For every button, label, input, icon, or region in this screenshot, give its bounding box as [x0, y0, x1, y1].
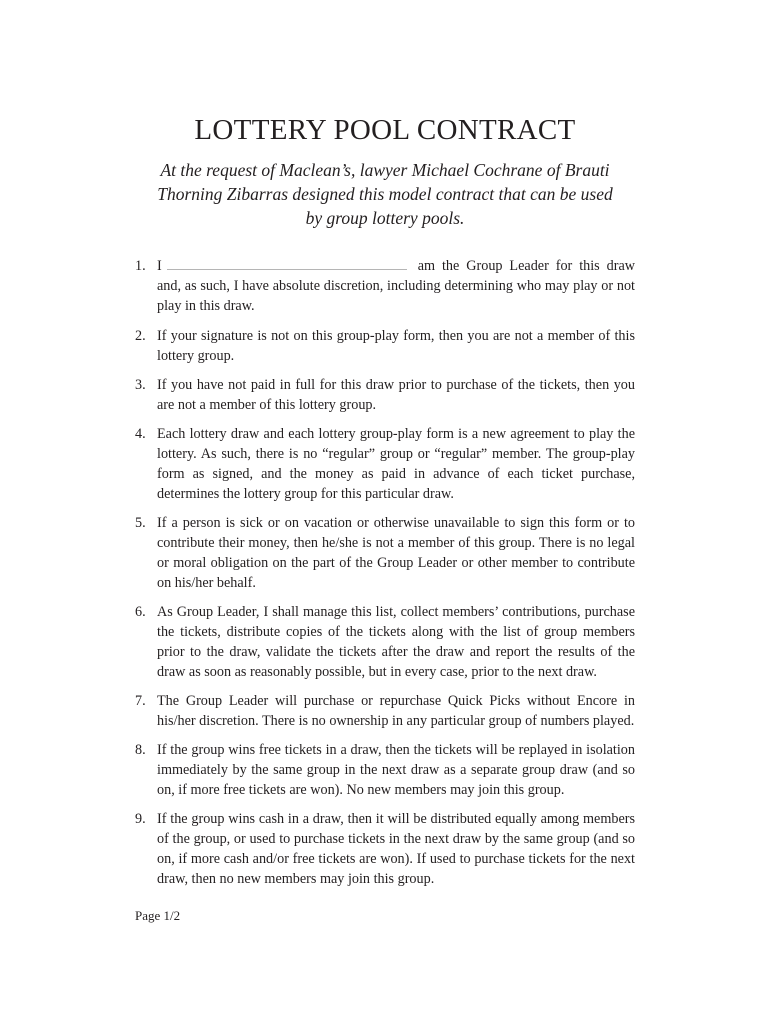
clause-number: 8.	[135, 742, 146, 758]
page-number: Page 1/2	[135, 908, 181, 923]
clause-number: 6.	[135, 604, 146, 620]
clause-text: If you have not paid in full for this draw prior to purchase of the tickets, then you are not a member of this lottery group.	[157, 377, 635, 413]
clause-number: 3.	[135, 377, 146, 393]
clause-text: If the group wins cash in a draw, then it will be distributed equally among members of the group, or used to purchase tickets in the next draw by the same group (and so on, if more cash and/or free tickets are won). If used to purchase tickets for the next draw, then no new members may join this group.	[157, 811, 635, 887]
clause-number: 7.	[135, 693, 146, 709]
clause-text: Each lottery draw and each lottery group-play form is a new agreement to play the lottery. As such, there is no “regular” group or “regular” member. The group-play form as signed, and the money as paid in advance of each ticket purchase, determines the lottery group for this particular draw.	[157, 426, 635, 502]
clause-number: 2.	[135, 328, 146, 344]
clause-number: 1.	[135, 258, 146, 274]
page-title: LOTTERY POOL CONTRACT	[194, 114, 576, 146]
clause-text: The Group Leader will purchase or repurchase Quick Picks without Encore in his/her discretion. There is no ownership in any particular group of numbers played.	[157, 693, 635, 729]
clause-number: 4.	[135, 426, 146, 442]
clause-text: If your signature is not on this group-play form, then you are not a member of this lottery group.	[157, 328, 635, 364]
clause-text-before: I	[157, 258, 162, 274]
clause-text: If the group wins free tickets in a draw, then the tickets will be replayed in isolation immediately by the same group in the next draw as a separate group draw (and so on, if more free tickets are won). No new members may join this group.	[157, 742, 635, 798]
clause-text: As Group Leader, I shall manage this list, collect members’ contributions, purchase the tickets, distribute copies of the tickets along with the list of group members prior to the draw, validate the tickets after the draw and report the results of the draw as soon as reasonably possible, but in every case, prior to the next draw.	[157, 604, 635, 680]
group-leader-name-blank[interactable]	[167, 257, 407, 270]
clause-text: am the Group Leader for this draw and, as such, I have absolute discretion, including determining who may play or not play in this draw.	[157, 258, 635, 314]
subtitle: At the request of Maclean’s, lawyer Michael Cochrane of Brauti Thorning Zibarras designed this model contract that can be used by group lottery pools.	[157, 160, 613, 228]
clause-text: If a person is sick or on vacation or otherwise unavailable to sign this form or to contribute their money, then he/she is not a member of this group. There is no legal or moral obligation on the part of the Group Leader or other member to contribute on his/her behalf.	[157, 515, 635, 591]
clause-number: 9.	[135, 811, 146, 827]
clause-number: 5.	[135, 515, 146, 531]
